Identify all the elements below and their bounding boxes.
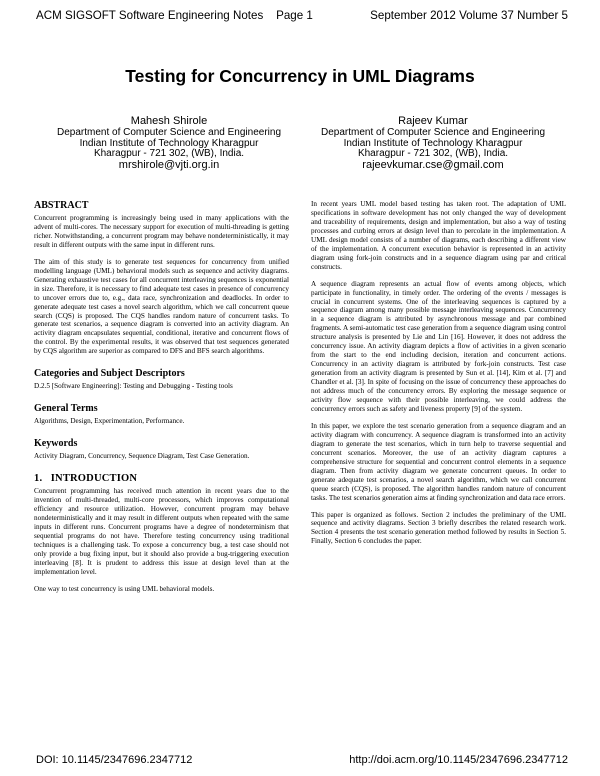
author-block-2 — [318, 116, 548, 171]
author-name: Mahesh Shirole — [130, 115, 208, 127]
paper-title: Testing for Concurrency in UML Diagrams — [125, 66, 475, 86]
author-email[interactable]: rajeevkumar.cse@gmail.com — [362, 159, 504, 172]
body-paragraph: In this paper, we explore the test scenario generation from a sequence diagram and an activity diagram with concurrency. A sequence diagram is transformed into an activity diagram to generate the test scenarios, which in turn help to traverse sequential and concurrent scenarios. Moreover, the use of an activity diagram captures a comprehensive structure for sequential and concurrent control elements in a sequence diagram. Then from activity diagram we generate concurrent queues. In order to generate adequate test scenarios, a novel search algorithm, which we call concurrent queue search (CQS), is proposed. The algorithm handles random nature of concurrent tasks. The test scenarios generation aims at finding synchronization and data race errors. — [311, 421, 566, 502]
author-address: Kharagpur - 721 302, (WB), India. — [357, 148, 509, 160]
body-paragraph: This paper is organized as follows. Section 2 includes the preliminary of the UML sequence and activity diagrams. Section 3 briefly describes the related research work. Section 4 presents the test scenario generation method followed by results in Section 5. Finally, Section 6 concludes the paper. — [311, 510, 566, 546]
abstract-heading: ABSTRACT — [34, 200, 89, 211]
author-email[interactable]: mrshirole@vjti.org.in — [118, 159, 220, 172]
author-department: Department of Computer Science and Engineering — [320, 126, 546, 138]
footer-doi: DOI: 10.1145/2347696.2347712 — [36, 754, 193, 766]
body-paragraph: In recent years UML model based testing has taken root. The adaptation of UML specifications in software development has not only changed the way of development and traceability of requirements, design and implementation, but also a way of testing processes and curbing errors at design level than to percolate in the implementation. A UML design model consists of a number of diagrams, each describing a different view of the implementation. A concurrent execution behavior is represented in an activity diagram using fork-join constructs and in a sequence diagram using par and critical constructs. — [311, 200, 566, 271]
author-institution: Indian Institute of Technology Kharagpur — [343, 137, 523, 149]
keywords-heading: Keywords — [34, 438, 78, 450]
terms-text: Algorithms, Design, Experimentation, Performance. — [34, 417, 185, 426]
header-issue: September 2012 Volume 37 Number 5 — [370, 9, 568, 22]
left-column — [34, 200, 289, 602]
abstract-paragraph: The aim of this study is to generate test sequences for concurrency from unified modelling language (UML) behavioral models such as sequence and activity diagrams. Generating exhaustive test cases for all concurrent interleaving sequences is exponential in size. Therefore, it is necessary to find adequate test cases in presence of concurrency to uncover errors due to, e.g., data race, synchronization and deadlocks. In order to generate adequate test cases a novel search algorithm, which we call concurrent queue search (CQS) is proposed. The CQS handles random nature of concurrent tasks. To generate test scenarios, a sequence diagram is converted into an activity diagram. An activity diagram encapsulates sequential, conditional, iterative and concurrent flows of the control. By the experimental results, it was observed that test sequences generated by CQS algorithm are superior as compared to DFS and BFS search algorithms. — [34, 257, 289, 356]
author-institution: Indian Institute of Technology Kharagpur — [79, 137, 259, 149]
abstract-paragraph: Concurrent programming is increasingly being used in many applications with the advent of multi-cores. The necessary support for execution of multi-threading is getting richer. Notwithstanding, a concurrent program may behave nondeterministically, it may result in different outputs with the same input in different runs. — [34, 214, 289, 249]
author-department: Department of Computer Science and Engineering — [56, 126, 282, 138]
categories-heading: Categories and Subject Descriptors — [34, 368, 185, 380]
header-journal-page: ACM SIGSOFT Software Engineering Notes Page 1 — [36, 9, 313, 22]
introduction-heading: 1. INTRODUCTION — [34, 473, 138, 485]
author-block-1 — [54, 116, 284, 171]
author-address: Kharagpur - 721 302, (WB), India. — [93, 148, 245, 160]
right-column — [311, 200, 566, 554]
categories-text: D.2.5 [Software Engineering]: Testing and Debugging - Testing tools — [34, 382, 233, 391]
author-name: Rajeev Kumar — [398, 115, 468, 127]
introduction-paragraph: One way to test concurrency is using UML behavioral models. — [34, 584, 215, 593]
introduction-paragraph: Concurrent programming has received much attention in recent years due to the invention of multi-threaded, multi-core processors, which improves computational efficiency and resource utilization. However, concurrent program may behave nondeterministically and it may result in different outputs when repeated with the same inputs in different runs. Concurrent programs have a degree of nondeterminism that sequential programs do not have. Therefore testing concurrency using traditional techniques is a challenging task. To expose a concurrency bug, a test case should not only provide a bug fixing input, but it should also provide a bug-triggering execution interleaving [8]. It is prudent to address this issue at design level than at the implementation level. — [34, 487, 289, 576]
terms-heading: General Terms — [34, 403, 98, 415]
keywords-text: Activity Diagram, Concurrency, Sequence Diagram, Test Case Generation. — [34, 452, 250, 461]
body-paragraph: A sequence diagram represents an actual flow of events among objects, which participate in functionality, in timely order. The ordering of the events / messages is crucial in concurrent systems. One of the interleaving sequences is captured by a sequence diagram among many possible message interleaving sequences. Concurrency in a sequence diagram is attributed by asynchronous message and par combined fragments. A semi-automatic test case generation from a sequence diagram using control structure analysis is presented by Lie and Lin [16]. However, it does not address the concurrency issue. An activity diagram depicts a flow of activities in a given scenario from the start to the end including decision, iteration and concurrent actions. Concurrency in an activity diagram is attributed by fork-join constructs. Test case generation from an activity diagram is presented by Sun et al. [14], Kim et al. [7] and Chandler et al. [3]. In spite of focusing on the issue of concurrency these approaches do not address much of the concurrency errors. By exploring the message sequence or activity flow sequence with their possible interleaving, we could address the concurrency errors such as safety and liveness property [9] of the system. — [311, 279, 566, 413]
footer-url[interactable]: http://doi.acm.org/10.1145/2347696.2347712 — [349, 754, 568, 766]
